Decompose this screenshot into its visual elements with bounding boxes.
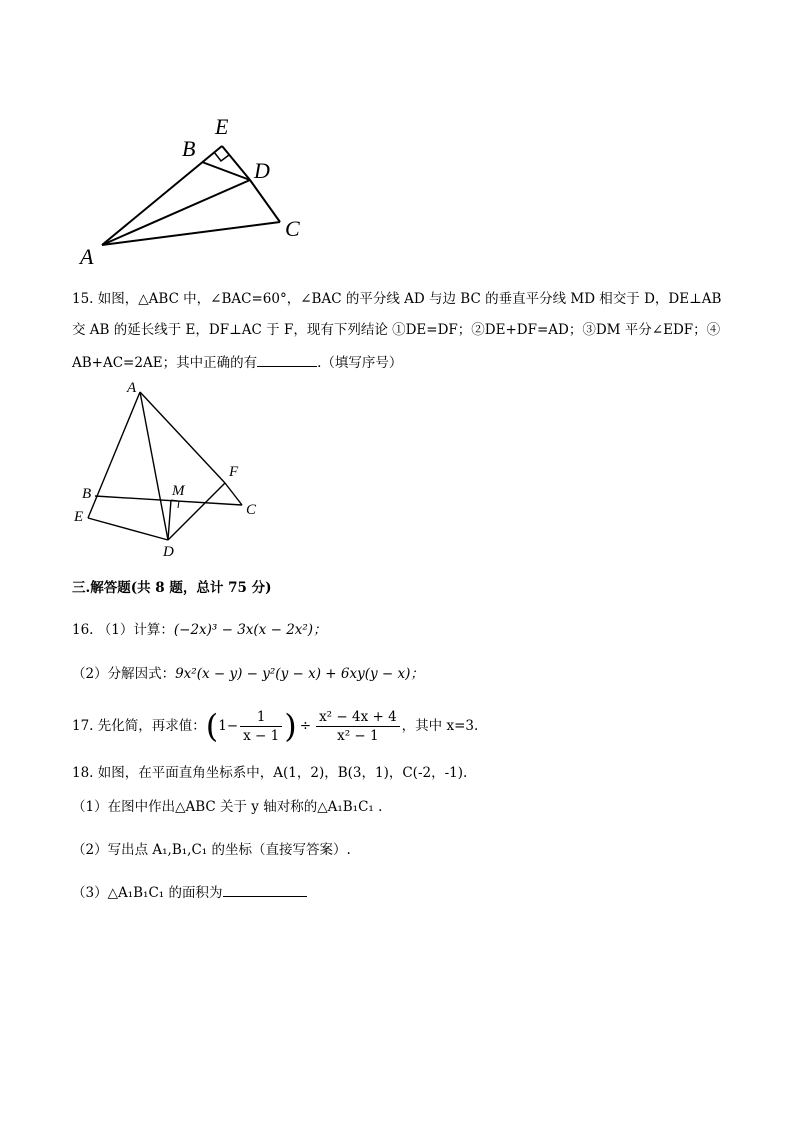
segment-MD xyxy=(168,500,171,540)
figure-2-triangle xyxy=(70,380,270,560)
q16-part2-expression: 9x²(x − y) − y²(y − x) + 6xy(y − x)； xyxy=(175,666,424,682)
q15-line2: 交 AB 的延长线于 E，DF⊥AC 于 F，现有下列结论 ①DE=DF；②DE+DF=AD；③DM 平分∠EDF；④ xyxy=(72,322,721,338)
q18-part2: （2）写出点 A₁,B₁,C₁ 的坐标（直接写答案）. xyxy=(72,842,351,858)
fraction-2-denominator: x² − 1 xyxy=(337,727,379,744)
label-E: E xyxy=(74,509,84,525)
q16-part1-expression: (−2x)³ − 3x(x − 2x²)； xyxy=(173,622,327,638)
q17-one: 1− xyxy=(218,718,239,734)
q18-part3-text: （3）△A₁B₁C₁ 的面积为 xyxy=(72,885,223,901)
q17-divide: ÷ xyxy=(299,718,312,734)
q17-fraction-1 xyxy=(240,708,282,745)
left-paren: ( xyxy=(205,707,219,745)
segment-BC xyxy=(95,496,242,505)
q16-part2-label: （2）分解因式： xyxy=(72,666,176,682)
figure-1-triangle xyxy=(70,110,330,275)
section-heading: 三.解答题(共 8 题，总计 75 分) xyxy=(72,580,272,596)
segment-ED xyxy=(88,518,168,540)
segment-DC xyxy=(250,180,280,222)
q15-answer-blank[interactable] xyxy=(257,352,317,367)
label-E: E xyxy=(215,114,229,139)
segment-FC xyxy=(225,483,242,505)
right-paren: ) xyxy=(284,707,297,745)
fraction-1-denominator: x − 1 xyxy=(243,727,280,744)
q15-line3 xyxy=(72,352,402,373)
q16-part1-label: 16. （1）计算： xyxy=(72,622,174,638)
label-C: C xyxy=(246,502,257,518)
label-C: C xyxy=(285,216,300,241)
q15-line3-suffix: .（填写序号） xyxy=(317,355,403,371)
label-M: M xyxy=(172,483,185,499)
label-A: A xyxy=(80,244,94,269)
q17 xyxy=(72,704,478,748)
segment-AE xyxy=(102,146,222,245)
segment-AE xyxy=(88,392,140,518)
q17-label: 17. 先化简，再求值： xyxy=(72,718,206,734)
label-F: F xyxy=(229,464,239,480)
q16-part1 xyxy=(72,620,327,640)
fraction-2-numerator: x² − 4x + 4 xyxy=(316,708,400,727)
label-D: D xyxy=(254,158,270,183)
q16-part2 xyxy=(72,664,424,684)
q17-suffix: ，其中 x=3. xyxy=(401,718,479,734)
q18-part3 xyxy=(72,882,307,903)
right-angle-mark xyxy=(214,152,229,161)
fraction-1-numerator: 1 xyxy=(240,708,282,727)
label-B: B xyxy=(82,486,92,502)
q15-line1: 15. 如图，△ABC 中，∠BAC=60°，∠BAC 的平分线 AD 与边 BC 的垂直平分线 MD 相交于 D，DE⊥AB xyxy=(72,291,722,307)
segment-AD xyxy=(140,392,168,540)
q18-line1: 18. 如图，在平面直角坐标系中，A(1，2)，B(3，1)，C(-2，-1). xyxy=(72,765,468,781)
label-D: D xyxy=(163,544,174,560)
segment-AF xyxy=(140,392,225,483)
q17-fraction-2 xyxy=(316,708,400,745)
label-B: B xyxy=(182,136,196,161)
q15-line3-text: AB+AC=2AE；其中正确的有 xyxy=(72,355,258,371)
q18-area-blank[interactable] xyxy=(223,882,307,897)
label-A: A xyxy=(127,380,137,396)
q18-part1: （1）在图中作出△ABC 关于 y 轴对称的△A₁B₁C₁ . xyxy=(72,799,383,815)
